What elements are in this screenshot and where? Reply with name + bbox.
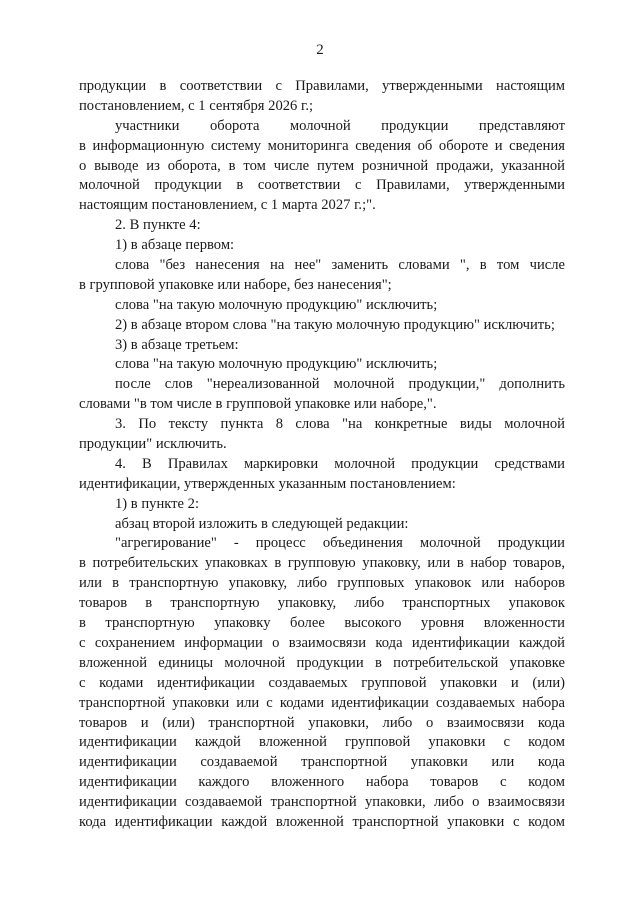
- text-line: идентификации, утвержденных указанным постановлением:: [79, 475, 456, 492]
- text-line: 3) в абзаце третьем:: [115, 336, 239, 353]
- text-line: кода идентификации каждой вложенной транспортной упаковки с кодом: [79, 813, 565, 830]
- text-line: 1) в абзаце первом:: [115, 237, 235, 254]
- text-line: товаров и (или) транспортной упаковки, либо о взаимосвязи кода: [79, 714, 565, 731]
- text-line: транспортной упаковки или с кодами идентификации создаваемых набора: [79, 694, 565, 711]
- text-line: настоящим постановлением, с 1 марта 2027 г.;".: [79, 197, 376, 214]
- text-line: идентификации каждой вложенной групповой упаковки с кодом: [79, 734, 565, 751]
- text-line: или в транспортную упаковку, либо групповых упаковок или наборов: [79, 575, 565, 592]
- text-line: 1) в пункте 2:: [115, 495, 200, 512]
- text-line: слова "на такую молочную продукцию" исключить;: [115, 296, 438, 313]
- text-line: 2) в абзаце втором слова "на такую молочную продукцию" исключить;: [115, 316, 555, 333]
- text-line: идентификации каждого вложенного набора товаров с кодом: [79, 774, 565, 791]
- text-line: 4. В Правилах маркировки молочной продукции средствами: [115, 455, 565, 472]
- text-line: постановлением, с 1 сентября 2026 г.;: [79, 97, 314, 114]
- text-line: после слов "нереализованной молочной продукции," дополнить: [115, 376, 565, 393]
- text-line: о выводе из оборота, в том числе путем розничной продажи, указанной: [79, 157, 565, 174]
- text-line: идентификации создаваемой транспортной упаковки или кода: [79, 754, 565, 771]
- text-line: в информационную систему мониторинга сведения об обороте и сведения: [79, 137, 565, 154]
- text-line: вложенной единицы молочной продукции в потребительской упаковке: [79, 654, 565, 671]
- text-line: в групповой упаковке или наборе, без нанесения";: [79, 276, 392, 293]
- text-line: с кодами идентификации создаваемых групповой упаковки и (или): [79, 674, 565, 691]
- text-line: с сохранением информации о взаимосвязи кода идентификации каждой: [79, 634, 565, 651]
- text-line: в транспортную упаковку более высокого уровня вложенности: [79, 615, 565, 632]
- page-number: 2: [316, 42, 324, 58]
- text-line: абзац второй изложить в следующей редакции:: [115, 515, 409, 532]
- text-line: товаров в транспортную упаковку, либо транспортных упаковок: [79, 595, 565, 612]
- text-line: 3. По тексту пункта 8 слова "на конкретные виды молочной: [115, 416, 565, 433]
- text-line: слова "без нанесения на нее" заменить словами ", в том числе: [115, 257, 565, 274]
- text-line: молочной продукции в соответствии с Правилами, утвержденными: [79, 177, 565, 194]
- document-body: [79, 77, 565, 833]
- text-line: идентификации создаваемой транспортной упаковки, либо о взаимосвязи: [79, 794, 565, 811]
- text-line: продукции" исключить.: [79, 436, 227, 453]
- text-line: слова "на такую молочную продукцию" исключить;: [115, 356, 438, 373]
- text-line: в потребительских упаковках в групповую упаковку, или в набор товаров,: [79, 555, 565, 572]
- text-line: участники оборота молочной продукции представляют: [115, 117, 565, 134]
- text-line: словами "в том числе в групповой упаковке или наборе,".: [79, 396, 437, 413]
- text-line: 2. В пункте 4:: [115, 217, 201, 234]
- text-line: "агрегирование" - процесс объединения молочной продукции: [115, 535, 565, 552]
- text-line: продукции в соответствии с Правилами, утвержденными настоящим: [79, 78, 565, 94]
